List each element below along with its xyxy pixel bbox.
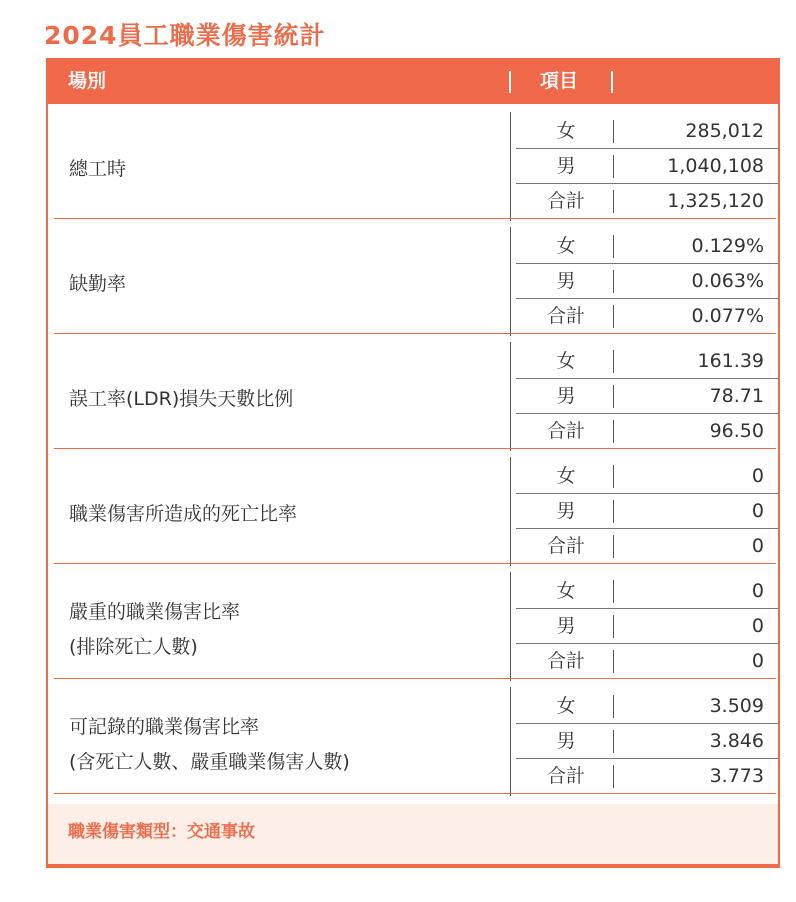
gender-cell: 男	[556, 270, 576, 292]
gender-cell: 男	[556, 500, 576, 522]
stat-group	[54, 564, 776, 679]
gender-cell: 合計	[546, 765, 585, 787]
cell-divider	[613, 190, 614, 213]
cell-divider	[613, 270, 614, 293]
gender-cell: 女	[556, 465, 576, 487]
gender-cell: 男	[556, 615, 576, 637]
stat-group	[54, 449, 776, 564]
value-cell: 0.077%	[691, 305, 764, 327]
header-col-item: 項目	[540, 70, 579, 92]
stat-group	[54, 679, 776, 794]
value-cell: 3.846	[709, 730, 764, 752]
group-label-line: 職業傷害所造成的死亡比率	[69, 503, 298, 525]
cell-divider	[613, 385, 614, 408]
group-divider	[54, 793, 776, 794]
cell-divider	[613, 650, 614, 673]
value-cell: 1,040,108	[667, 155, 764, 177]
group-label-line: 缺勤率	[69, 273, 127, 295]
group-label	[69, 382, 293, 417]
column-divider	[510, 112, 511, 221]
table-row	[516, 229, 780, 264]
value-cell: 78.71	[709, 385, 764, 407]
column-divider	[510, 572, 511, 681]
gender-cell: 女	[556, 235, 576, 257]
gender-cell: 女	[556, 120, 576, 142]
value-cell: 1,325,120	[667, 190, 764, 212]
value-cell: 285,012	[685, 120, 764, 142]
gender-cell: 女	[556, 350, 576, 372]
header-divider	[611, 71, 613, 93]
value-cell: 3.509	[709, 695, 764, 717]
table-row	[516, 414, 780, 449]
cell-divider	[613, 580, 614, 603]
group-label-line: 可記錄的職業傷害比率	[69, 715, 260, 738]
table-row	[516, 459, 780, 494]
group-label	[69, 710, 350, 780]
gender-cell: 男	[556, 385, 576, 407]
group-label	[69, 267, 126, 302]
group-label-line: (排除死亡人數)	[69, 635, 198, 658]
table-row	[516, 609, 780, 644]
cell-divider	[613, 120, 614, 143]
column-divider	[510, 457, 511, 566]
table-row	[516, 724, 780, 759]
gender-cell: 合計	[546, 420, 585, 442]
group-label-line: 誤工率(LDR)損失天數比例	[69, 388, 294, 410]
value-cell: 0	[751, 580, 764, 602]
table-row	[516, 644, 780, 679]
cell-divider	[613, 695, 614, 718]
footer-note	[48, 804, 778, 864]
group-label	[69, 595, 240, 665]
table-row	[516, 149, 780, 184]
gender-cell: 合計	[546, 190, 585, 212]
table-header	[46, 58, 780, 104]
table-row	[516, 114, 780, 149]
group-label	[69, 497, 297, 532]
value-cell: 0	[751, 615, 764, 637]
stat-group	[54, 104, 776, 219]
header-divider	[509, 71, 511, 93]
cell-divider	[613, 765, 614, 788]
page-title: 2024員工職業傷害統計	[44, 21, 326, 50]
table-row	[516, 759, 780, 794]
cell-divider	[613, 350, 614, 373]
group-label	[69, 152, 126, 187]
cell-divider	[613, 155, 614, 178]
value-cell: 0	[751, 650, 764, 672]
table-row	[516, 574, 780, 609]
cell-divider	[613, 615, 614, 638]
column-divider	[510, 227, 511, 336]
table-row	[516, 494, 780, 529]
value-cell: 3.773	[709, 765, 764, 787]
table-row	[516, 529, 780, 564]
value-cell: 0.129%	[691, 235, 764, 257]
table-row	[516, 689, 780, 724]
footer-text: 職業傷害類型：交通事故	[68, 822, 255, 842]
table-row	[516, 379, 780, 414]
gender-cell: 合計	[546, 535, 585, 557]
table-row	[516, 344, 780, 379]
column-divider	[510, 342, 511, 451]
gender-cell: 女	[556, 695, 576, 717]
cell-divider	[613, 465, 614, 488]
header-col-site: 場別	[68, 70, 107, 92]
value-cell: 96.50	[709, 420, 764, 442]
cell-divider	[613, 730, 614, 753]
cell-divider	[613, 305, 614, 328]
table-row	[516, 299, 780, 334]
cell-divider	[613, 500, 614, 523]
gender-cell: 男	[556, 155, 576, 177]
injury-stats-table	[46, 58, 780, 868]
column-divider	[510, 687, 511, 796]
gender-cell: 合計	[546, 305, 585, 327]
group-label-line: 總工時	[69, 158, 127, 180]
stat-group	[54, 334, 776, 449]
table-row	[516, 264, 780, 299]
cell-divider	[613, 235, 614, 258]
value-cell: 0.063%	[691, 270, 764, 292]
gender-cell: 男	[556, 730, 576, 752]
gender-cell: 女	[556, 580, 576, 602]
value-cell: 0	[751, 465, 764, 487]
group-label-line: 嚴重的職業傷害比率	[69, 600, 241, 623]
value-cell: 0	[751, 535, 764, 557]
cell-divider	[613, 535, 614, 558]
stat-group	[54, 219, 776, 334]
value-cell: 161.39	[697, 350, 764, 372]
cell-divider	[613, 420, 614, 443]
gender-cell: 合計	[546, 650, 585, 672]
group-label-line: (含死亡人數、嚴重職業傷害人數)	[69, 750, 350, 773]
table-row	[516, 184, 780, 219]
value-cell: 0	[751, 500, 764, 522]
